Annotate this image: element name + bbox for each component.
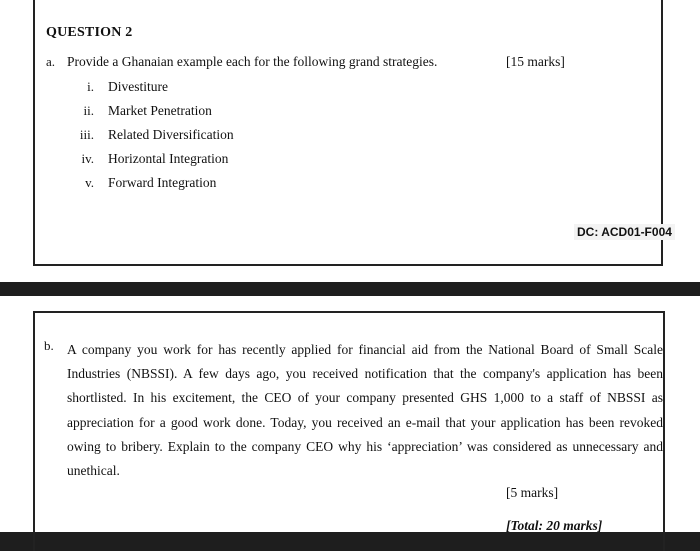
question-title: QUESTION 2 (46, 25, 133, 40)
item-text: Divestiture (108, 79, 168, 94)
part-b-marks: [5 marks] (506, 485, 559, 500)
part-b-letter: b. (44, 338, 54, 353)
total-marks: [Total: 20 marks] (506, 518, 603, 533)
item-numeral: iv. (81, 151, 94, 166)
item-text: Related Diversification (108, 127, 234, 142)
item-text: Market Penetration (108, 103, 212, 118)
part-a-marks: [15 marks] (506, 54, 565, 69)
part-b-text: A company you work for has recently applied for financial aid from the National Board of Small Scale Industries (NBSSI). A few days ago, you received notification that the company's application has been shortlisted. In his excitement, the CEO of your company presented GHS 1,000 to a staff of NBSSI as appreciation for a good work done. Today, you received an e-mail that your application has been revoked owing to bribery. Explain to the company CEO why his ‘appreciation’ was considered as unnecessary and unethical. (67, 342, 663, 479)
item-numeral: i. (87, 79, 94, 94)
item-text: Horizontal Integration (108, 151, 229, 166)
item-text: Forward Integration (108, 175, 217, 190)
item-numeral: ii. (83, 103, 94, 118)
item-numeral: iii. (79, 127, 94, 142)
item-numeral: v. (85, 175, 94, 190)
part-a-prompt: Provide a Ghanaian example each for the following grand strategies. (67, 54, 438, 69)
part-a-letter: a. (46, 54, 56, 69)
document-code: DC: ACD01-F004 (574, 224, 675, 240)
